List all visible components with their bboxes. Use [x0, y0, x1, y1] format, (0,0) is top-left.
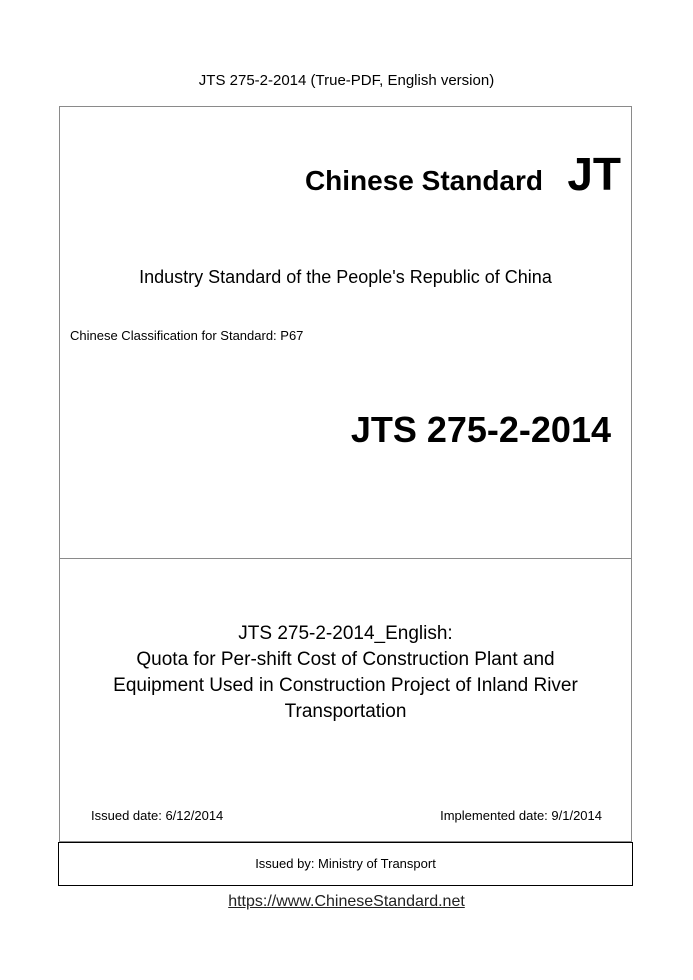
issued-by: Issued by: Ministry of Transport [255, 856, 436, 871]
document-title-line: Equipment Used in Construction Project of Inland River [113, 675, 578, 696]
document-title-box [59, 559, 632, 842]
footer [0, 892, 693, 912]
website-link[interactable]: https://www.ChineseStandard.net [228, 893, 465, 910]
page-header: JTS 275-2-2014 (True-PDF, English version) [198, 72, 495, 89]
cover-box [59, 106, 632, 559]
document-title-line: Quota for Per-shift Cost of Construction Plant and [136, 649, 555, 670]
standard-number: JTS 275-2-2014 [350, 409, 611, 450]
issued-date: Issued date: 6/12/2014 [91, 808, 224, 823]
issued-by-box [58, 842, 633, 886]
cover-title: Chinese Standard [304, 165, 543, 196]
classification-line: Chinese Classification for Standard: P67 [70, 328, 304, 343]
document-title [60, 621, 631, 725]
document-title-line: JTS 275-2-2014_English: [238, 623, 453, 644]
implemented-date: Implemented date: 9/1/2014 [440, 808, 602, 823]
document-title-line: Transportation [284, 701, 407, 722]
industry-standard-line: Industry Standard of the People's Republic of China [139, 267, 552, 287]
standard-code-logo: JT [567, 148, 621, 200]
